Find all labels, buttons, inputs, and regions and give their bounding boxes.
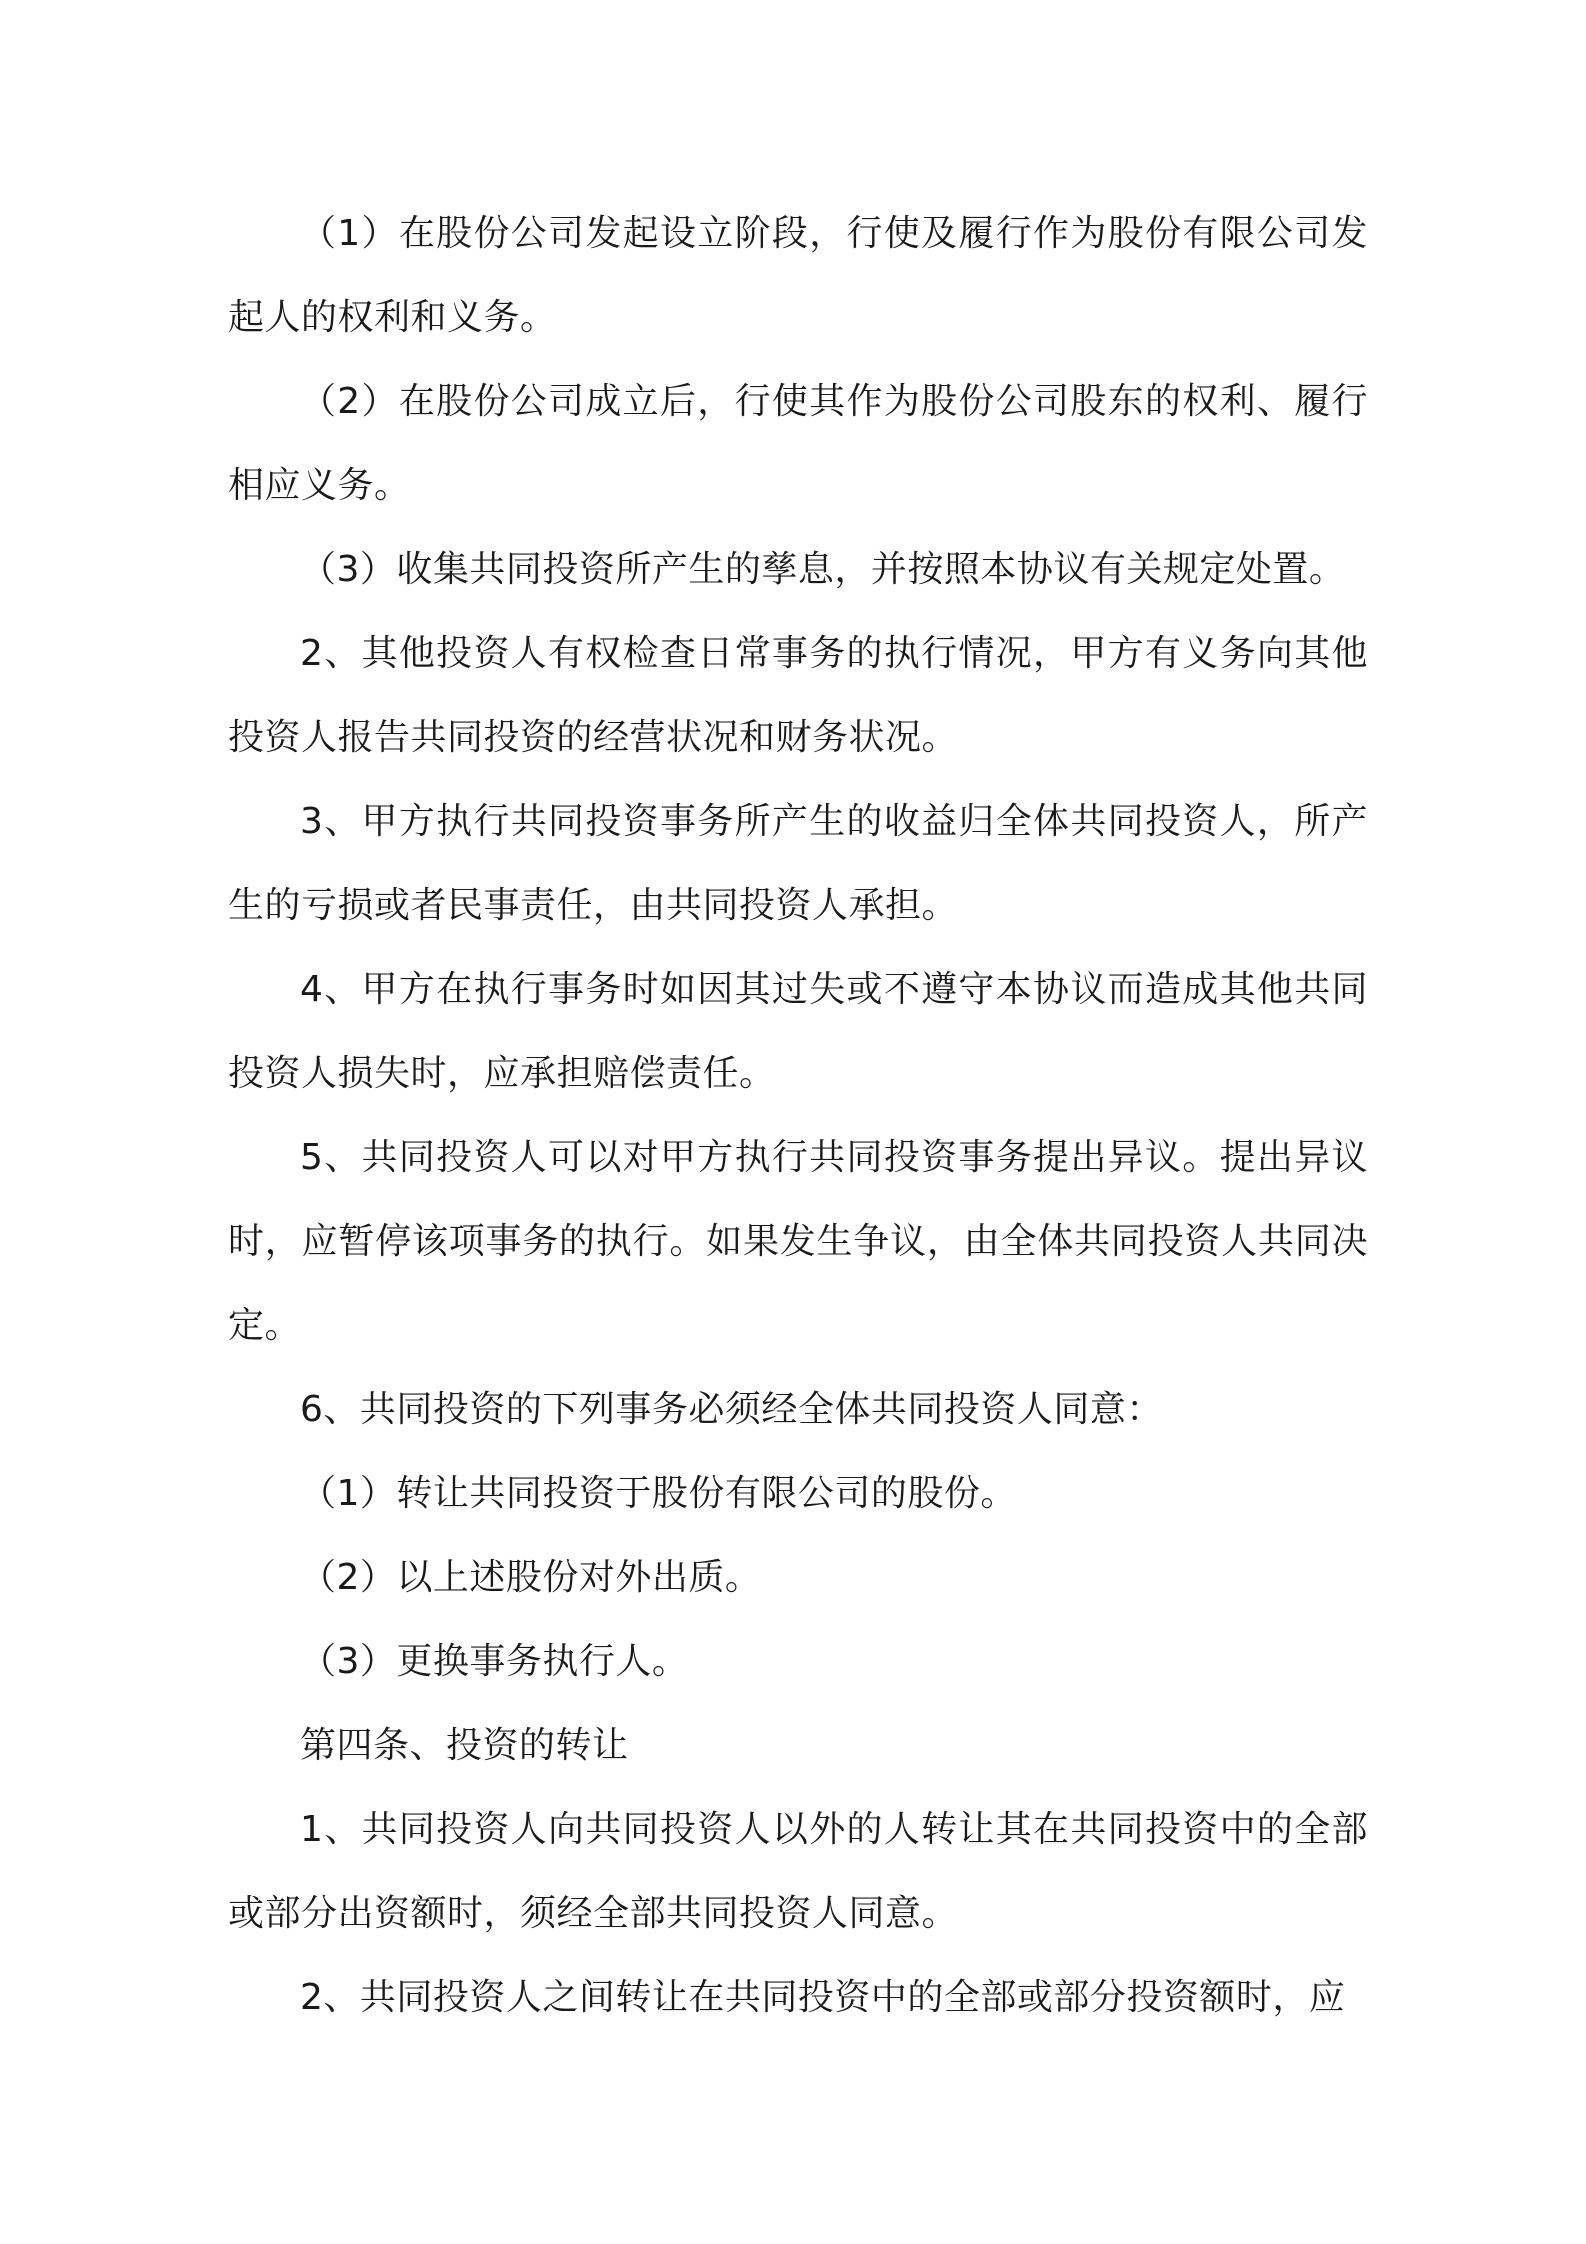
list-item-replace-executor: （3）更换事务执行人。: [300, 1641, 689, 1682]
paragraph-item-2-duty: （2）在股份公司成立后，行使其作为股份公司股东的权利、履行相应义务。: [228, 381, 1368, 506]
paragraph-transfer-2: 2、共同投资人之间转让在共同投资中的全部或部分投资额时，应: [300, 1977, 1346, 2018]
paragraph-clause-3: 3、甲方执行共同投资事务所产生的收益归全体共同投资人，所产生的亏损或者民事责任，由共同投资人承担。: [228, 801, 1368, 926]
paragraph-clause-6: 6、共同投资的下列事务必须经全体共同投资人同意：: [300, 1389, 1163, 1430]
paragraph-transfer-1: 1、共同投资人向共同投资人以外的人转让其在共同投资中的全部或部分出资额时，须经全部共同投资人同意。: [228, 1809, 1368, 1934]
paragraph-item-1-duty: （1）在股份公司发起设立阶段，行使及履行作为股份有限公司发起人的权利和义务。: [228, 213, 1368, 338]
list-item-pledge-shares: （2）以上述股份对外出质。: [300, 1557, 762, 1598]
list-item-transfer-shares: （1）转让共同投资于股份有限公司的股份。: [300, 1473, 1017, 1514]
paragraph-item-3-duty: （3）收集共同投资所产生的孳息，并按照本协议有关规定处置。: [300, 549, 1346, 590]
paragraph-clause-5: 5、共同投资人可以对甲方执行共同投资事务提出异议。提出异议时，应暂停该项事务的执行。如果发生争议，由全体共同投资人共同决定。: [228, 1137, 1368, 1346]
paragraph-clause-4: 4、甲方在执行事务时如因其过失或不遵守本协议而造成其他共同投资人损失时，应承担赔偿责任。: [228, 969, 1368, 1094]
section-heading-article-4: 第四条、投资的转让: [300, 1725, 629, 1766]
paragraph-clause-2: 2、其他投资人有权检查日常事务的执行情况，甲方有义务向其他投资人报告共同投资的经营状况和财务状况。: [228, 633, 1368, 758]
document-body: [228, 192, 1368, 2040]
